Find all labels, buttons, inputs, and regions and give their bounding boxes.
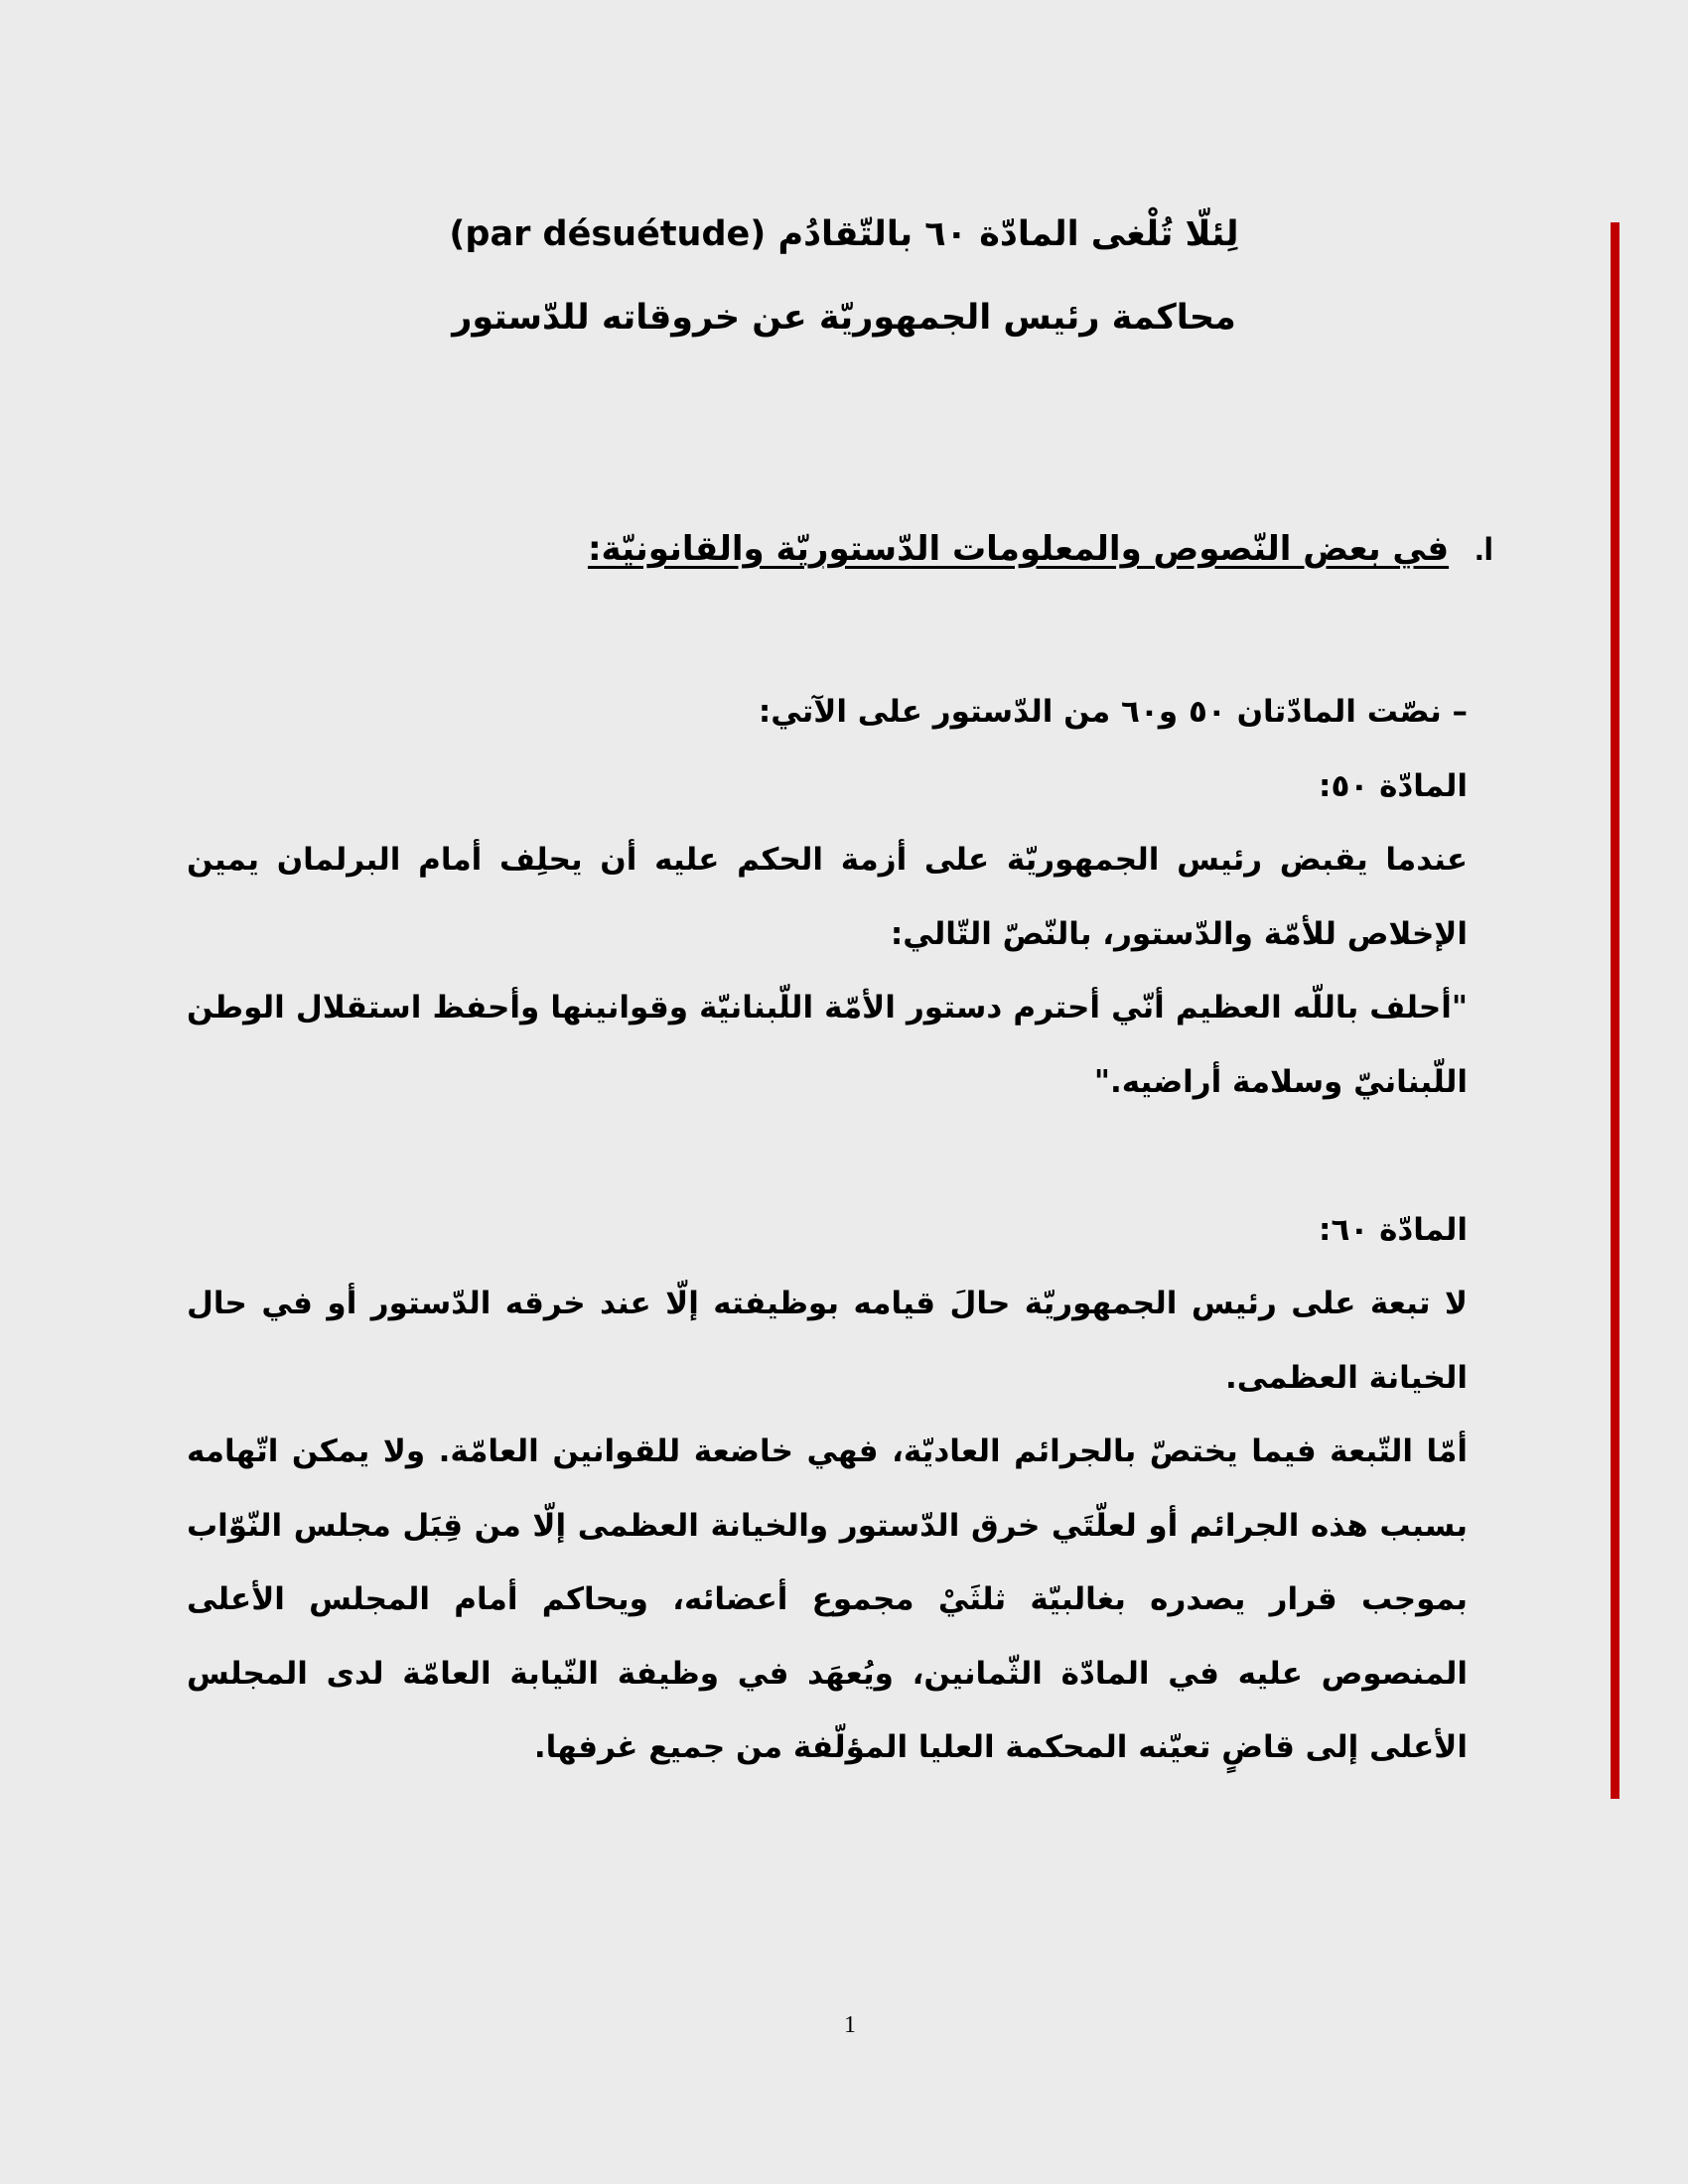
- article-60-text-2: أمّا التّبعة فيما يختصّ بالجرائم العاديّة، فهي خاضعة للقوانين العامّة. ولا يمكن اتّهامه بسبب هذه الجرائم أو لعلّتَي خرق الدّستور والخيانة العظمى إلّا من قِبَل مجلس النّوّاب بموجب قرار يصدره بغالبيّة ثلثَيْ مجموع أعضائه، ويحاكم أمام المجلس الأعلى المنصوص عليه في المادّة الثّمانين، ويُعهَد في وظيفة النّيابة العامّة لدى المجلس الأعلى إلى قاضٍ تعيّنه المحكمة العليا المؤلّفة من جميع غرفها.: [187, 1433, 1468, 1765]
- article-50-label: المادّة ٥٠:: [1319, 767, 1468, 804]
- title-block: [397, 210, 1291, 377]
- title-french: (par désuétude): [449, 214, 767, 254]
- section-heading-text: في بعض النّصوص والمعلومات الدّستوريّة والقانونيّة:: [587, 529, 1450, 569]
- title-arabic: لِئلّا تُلْغى المادّة ٦٠ بالتّقادُم: [777, 214, 1239, 254]
- section-number: I.: [1475, 530, 1493, 568]
- section-heading: [588, 525, 1493, 573]
- title-line-2: محاكمة رئيس الجمهوريّة عن خروقاته للدّستور: [452, 298, 1236, 338]
- article-50-text: عندما يقبض رئيس الجمهوريّة على أزمة الحكم عليه أن يحلِف أمام البرلمان يمين الإخلاص للأمّة والدّستور، بالنّصّ التّالي:: [187, 842, 1468, 952]
- paragraph-gap: [187, 1119, 1468, 1193]
- intro-paragraph: – نصّت المادّتان ٥٠ و٦٠ من الدّستور على الآتي:: [758, 694, 1468, 730]
- article-60-label: المادّة ٦٠:: [1319, 1211, 1468, 1248]
- margin-bar: [1611, 222, 1619, 1799]
- title-line-1: [397, 210, 1291, 258]
- article-60-text-1: لا تبعة على رئيس الجمهوريّة حالَ قيامه بوظيفته إلّا عند خرقه الدّستور أو في حال الخيانة العظمى.: [187, 1286, 1468, 1396]
- oath-text: "أحلف باللّه العظيم أنّي أحترم دستور الأمّة اللّبنانيّة وقوانينها وأحفظ استقلال الوطن اللّبنانيّ وسلامة أراضيه.": [187, 990, 1468, 1100]
- body-text: [187, 675, 1468, 1785]
- page-number: 1: [844, 2012, 856, 2038]
